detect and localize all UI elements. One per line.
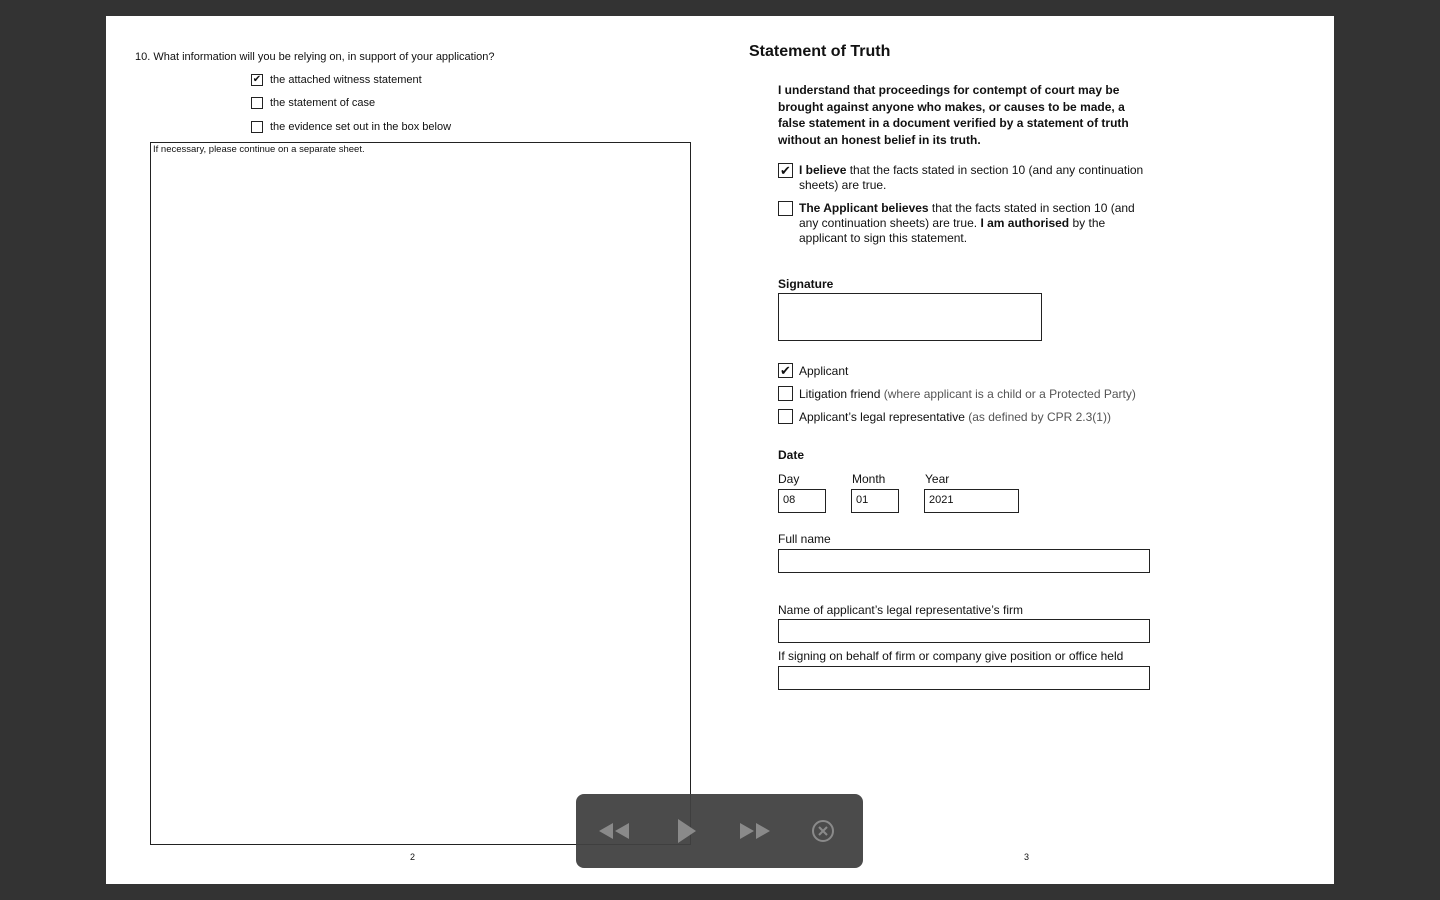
day-input[interactable]: 08 bbox=[778, 489, 826, 513]
belief-option-i-believe[interactable] bbox=[778, 163, 1149, 193]
play-button[interactable] bbox=[666, 814, 706, 848]
checkbox-applicant-believes[interactable] bbox=[778, 201, 793, 216]
checkbox-litigation-friend[interactable] bbox=[778, 386, 793, 401]
evidence-hint: If necessary, please continue on a separate sheet. bbox=[153, 144, 365, 155]
full-name-input[interactable] bbox=[778, 549, 1150, 573]
checkbox-legal-representative[interactable] bbox=[778, 409, 793, 424]
day-label: Day bbox=[778, 472, 800, 486]
option-label: the statement of case bbox=[270, 97, 376, 109]
signer-option-legal-representative[interactable] bbox=[778, 409, 1111, 424]
checkbox-applicant[interactable]: ✔ bbox=[778, 363, 793, 378]
page-number-right: 3 bbox=[1024, 852, 1030, 862]
close-button[interactable] bbox=[803, 814, 843, 848]
signer-option-litigation-friend[interactable] bbox=[778, 386, 1136, 401]
firm-label: Name of applicant’s legal representative’s firm bbox=[778, 603, 1024, 617]
signer-label: Applicant’s legal representative (as defined by CPR 2.3(1)) bbox=[799, 409, 1111, 424]
option-statement-of-case[interactable] bbox=[251, 97, 375, 109]
signature-field[interactable] bbox=[778, 293, 1042, 341]
year-input[interactable]: 2021 bbox=[924, 489, 1019, 513]
belief-option-applicant-believes[interactable] bbox=[778, 201, 1149, 246]
fast-forward-button[interactable] bbox=[735, 814, 775, 848]
declaration-text: I understand that proceedings for contempt of court may be brought against anyone who makes, or causes to be made, a false statement in a document verified by a statement of truth without an honest belief in its truth. bbox=[778, 83, 1129, 147]
signer-label: Applicant bbox=[799, 363, 849, 378]
firm-input[interactable] bbox=[778, 619, 1150, 643]
option-label: the evidence set out in the box below bbox=[270, 121, 452, 133]
option-label: the attached witness statement bbox=[270, 74, 422, 86]
checkbox-witness-statement[interactable]: ✔ bbox=[252, 74, 262, 85]
close-icon bbox=[811, 819, 835, 843]
position-input[interactable] bbox=[778, 666, 1150, 690]
signer-label: Litigation friend (where applicant is a child or a Protected Party) bbox=[799, 386, 1136, 401]
checkbox-statement-of-case[interactable] bbox=[251, 97, 263, 109]
month-label: Month bbox=[852, 472, 886, 486]
fast-forward-icon bbox=[738, 821, 772, 841]
rewind-icon bbox=[597, 821, 631, 841]
belief-text-2: The Applicant believes that the facts stated in section 10 (and any continuation sheets) are true. I am authorised by the applicant to sign this statement. bbox=[799, 201, 1135, 245]
month-input[interactable]: 01 bbox=[851, 489, 899, 513]
statement-of-truth-title: Statement of Truth bbox=[749, 43, 891, 60]
full-name-label: Full name bbox=[778, 532, 831, 546]
checkbox-i-believe[interactable]: ✔ bbox=[778, 163, 793, 178]
option-witness-statement[interactable] bbox=[251, 74, 422, 86]
media-controls bbox=[576, 794, 863, 868]
belief-text-1: I believe that the facts stated in section 10 (and any continuation sheets) are true. bbox=[799, 163, 1144, 192]
signature-label: Signature bbox=[778, 277, 834, 291]
date-label: Date bbox=[778, 448, 805, 462]
document-pages bbox=[106, 16, 1334, 884]
page-number-left: 2 bbox=[410, 852, 416, 862]
position-label: If signing on behalf of firm or company give position or office held bbox=[778, 649, 1124, 663]
rewind-button[interactable] bbox=[594, 814, 634, 848]
question-10-title: 10. What information will you be relying on, in support of your application? bbox=[135, 51, 495, 63]
option-evidence-below[interactable] bbox=[251, 121, 451, 133]
evidence-textarea[interactable] bbox=[150, 142, 691, 845]
play-icon bbox=[675, 818, 697, 844]
checkbox-evidence-below[interactable] bbox=[251, 121, 263, 133]
signer-option-applicant[interactable] bbox=[778, 363, 848, 378]
year-label: Year bbox=[925, 472, 950, 486]
